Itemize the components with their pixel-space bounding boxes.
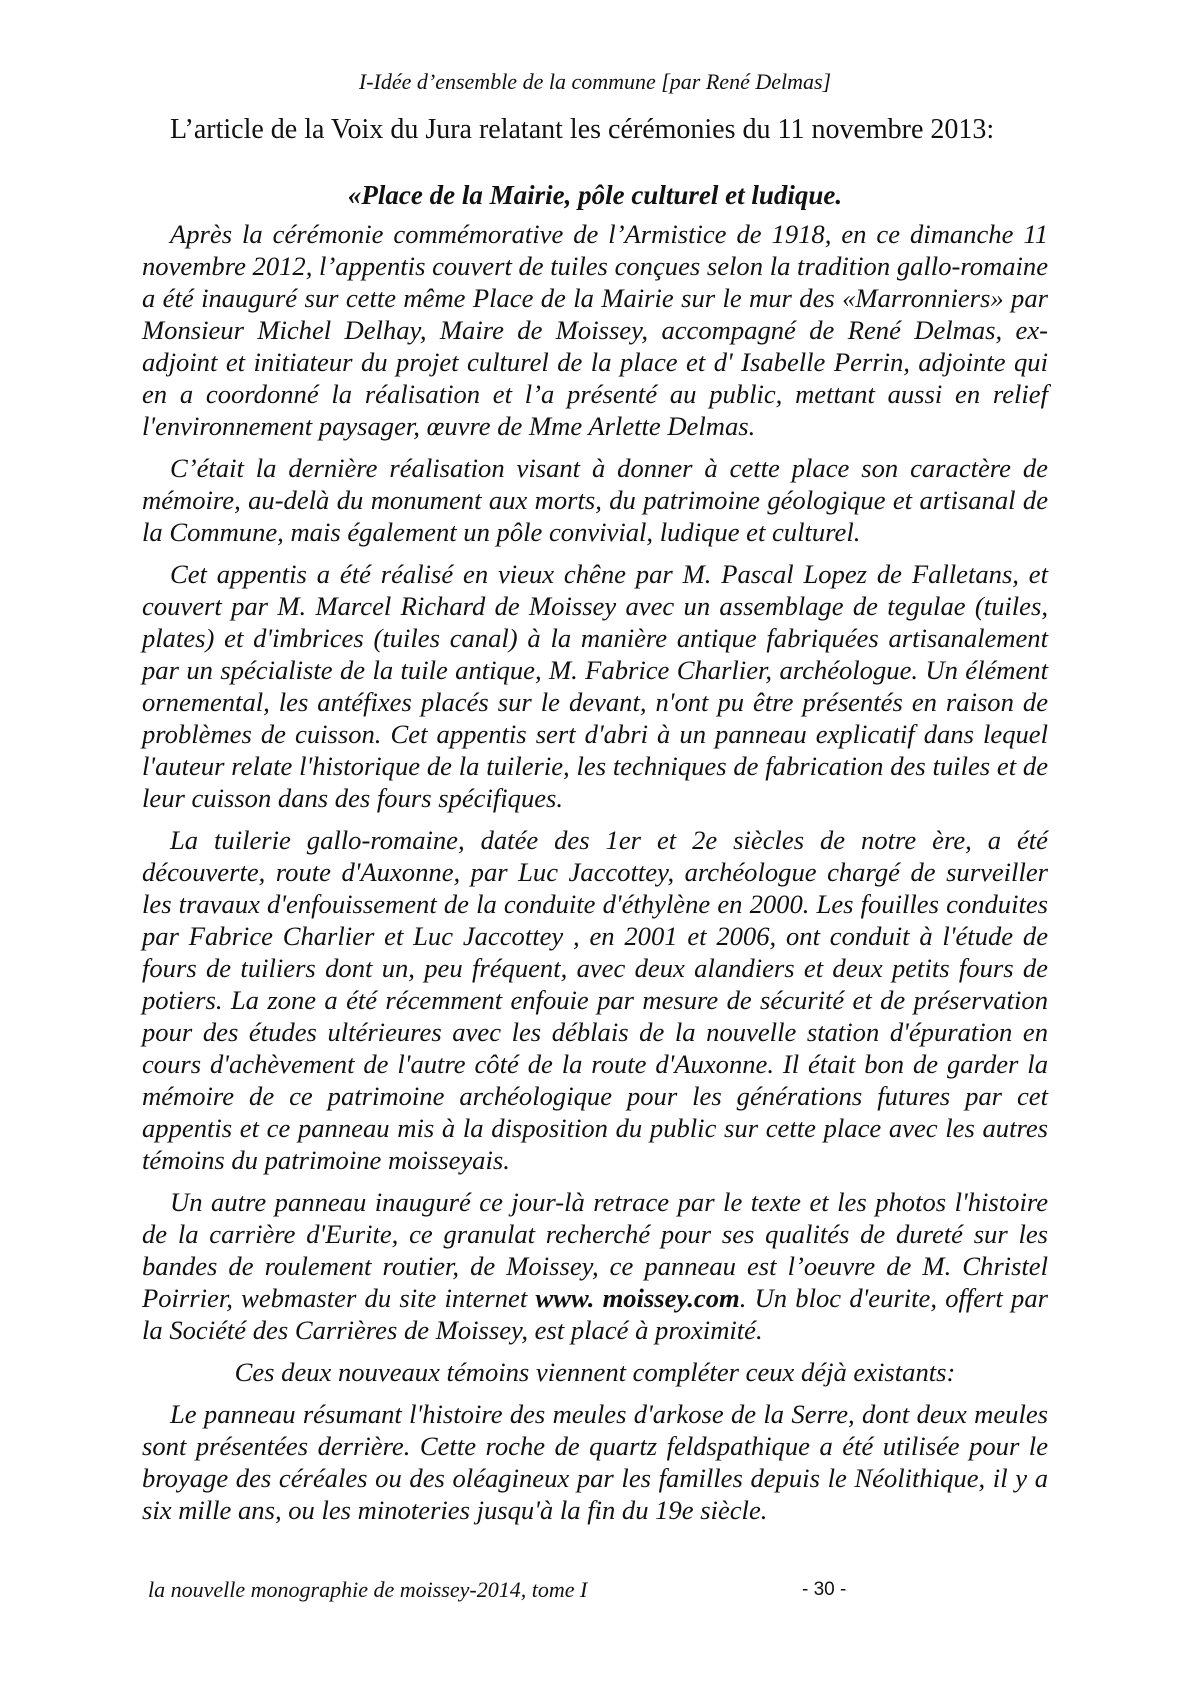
article-paragraph-4: La tuilerie gallo-romaine, datée des 1er et 2e siècles de notre ère, a été découverte, route d'Auxonne, par Luc Jaccottey, archéologue chargé de surveiller les travaux d'enfouissement de la conduite d'éthylène en 2000. Les fouilles conduites par Fabrice Charlier et Luc Jaccottey , en 2001 et 2006, ont conduit à l'étude de fours de tuiliers dont un, peu fréquent, avec deux alandiers et deux petits fours de potiers. La zone a été récemment enfouie par mesure de sécurité et de préservation pour des études ultérieures avec les déblais de la nouvelle station d'épuration en cours d'achèvement de l'autre côté de la route d'Auxonne. Il était bon de garder la mémoire de ce patrimoine archéologique pour les générations futures par cet appentis et ce panneau mis à la disposition du public sur cette place avec les autres témoins du patrimoine moisseyais. [142, 825, 1048, 1175]
article-title: «Place de la Mairie, pôle culturel et ludique. [347, 180, 843, 210]
footer-book-title: la nouvelle monographie de moissey-2014, tome I [148, 1577, 588, 1602]
article-body [142, 218, 1048, 1536]
intro-line: L’article de la Voix du Jura relatant les cérémonies du 11 novembre 2013: [170, 114, 995, 145]
article-paragraph-6: Ces deux nouveaux témoins viennent compléter ceux déjà existants: [234, 1357, 956, 1387]
article-paragraph-1: Après la cérémonie commémorative de l’Armistice de 1918, en ce dimanche 11 novembre 2012, l’appentis couvert de tuiles conçues selon la tradition gallo-romaine a été inauguré sur cette même Place de la Mairie sur le mur des «Marronniers» par Monsieur Michel Delhay, Maire de Moissey, accompagné de René Delmas, ex-adjoint et initiateur du projet culturel de la place et d' Isabelle Perrin, adjointe qui en a coordonné la réalisation et l’a présenté au public, mettant aussi en relief l'environnement paysager, œuvre de Mme Arlette Delmas. [142, 219, 1048, 441]
page-number: - 30 - [802, 1579, 847, 1600]
article-paragraph-2: C’était la dernière réalisation visant à donner à cette place son caractère de mémoire, au-delà du monument aux morts, du patrimoine géologique et artisanal de la Commune, mais également un pôle convivial, ludique et culturel. [142, 453, 1048, 547]
article-paragraph-7: Le panneau résumant l'histoire des meules d'arkose de la Serre, dont deux meules sont présentées derrière. Cette roche de quartz feldspathique a été utilisée pour le broyage des céréales ou des oléagineux par les familles depuis le Néolithique, il y a six mille ans, ou les minoteries jusqu'à la fin du 19e siècle. [142, 1399, 1048, 1525]
website-reference: www. moissey.com [535, 1283, 740, 1313]
paragraph-5-text-start: Un autre panneau inauguré ce jour-là retrace par le texte et les photos l'histoire de la carrière d'Eurite, ce granulat recherché pour ses qualités de dureté sur les bandes de roulement routier, de Moissey, ce panneau est l’oeuvre de M. Christel Poirrier, webmaster du site internet [142, 1187, 1048, 1313]
running-header: I-Idée d’ensemble de la commune [par René Delmas] [358, 69, 832, 94]
page-footer [148, 1576, 908, 1604]
article-paragraph-5 [142, 1186, 1048, 1346]
paragraph-5-text-end: . Un bloc d'eurite, offert par la Société des Carrières de Moissey, est placé à proximité. [142, 1283, 1048, 1345]
article-paragraph-3: Cet appentis a été réalisé en vieux chêne par M. Pascal Lopez de Falletans, et couvert par M. Marcel Richard de Moissey avec un assemblage de tegulae (tuiles, plates) et d'imbrices (tuiles canal) à la manière antique fabriquées artisanalement par un spécialiste de la tuile antique, M. Fabrice Charlier, archéologue. Un élément ornemental, les antéfixes placés sur le devant, n'ont pu être présentés en raison de problèmes de cuisson. Cet appentis sert d'abri à un panneau explicatif dans lequel l'auteur relate l'historique de la tuilerie, les techniques de fabrication des tuiles et de leur cuisson dans des fours spécifiques. [142, 559, 1048, 813]
